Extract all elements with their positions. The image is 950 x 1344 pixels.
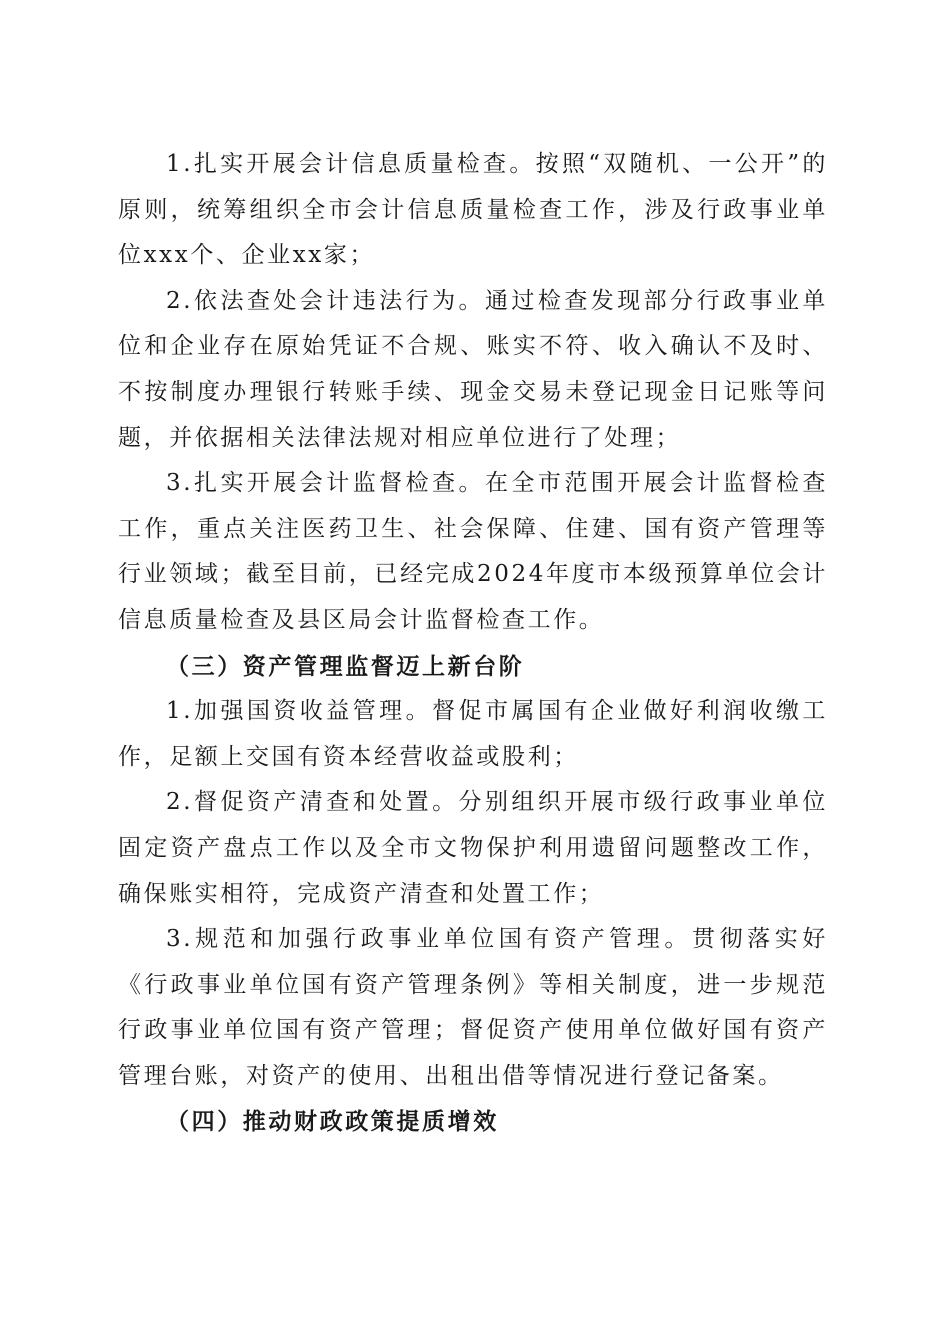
document-page [118,142,828,1145]
paragraph-accounting-supervision: 3.扎实开展会计监督检查。在全市范围开展会计监督检查工作，重点关注医药卫生、社会保障、住建、国有资产管理等行业领域；截至目前，已经完成2024年度市本级预算单位会计信息质量检查及县区局会计监督检查工作。 [118,470,828,633]
paragraph-accounting-violations: 2.依法查处会计违法行为。通过检查发现部分行政事业单位和企业存在原始凭证不合规、账实不符、收入确认不及时、不按制度办理银行转账手续、现金交易未登记现金日记账等问题，并依据相关法律法规对相应单位进行了处理； [118,287,828,451]
section-heading-fiscal-policy: （四）推动财政政策提质增效 [166,1108,499,1136]
paragraph-asset-inventory: 2.督促资产清查和处置。分别组织开展市级行政事业单位固定资产盘点工作以及全市文物保护利用遗留问题整改工作，确保账实相符，完成资产清查和处置工作； [118,789,828,907]
paragraph-accounting-info-check: 1.扎实开展会计信息质量检查。按照“双随机、一公开”的原则，统筹组织全市会计信息质量检查工作，涉及行政事业单位xxx个、企业xx家； [118,151,828,269]
paragraph-state-asset-regulation: 3.规范和加强行政事业单位国有资产管理。贯彻落实好《行政事业单位国有资产管理条例》等相关制度，进一步规范行政事业单位国有资产管理；督促资产使用单位做好国有资产管理台账，对资产的使用、出租出借等情况进行登记备案。 [118,926,828,1089]
paragraph-state-capital-income: 1.加强国资收益管理。督促市属国有企业做好利润收缴工作，足额上交国有资本经营收益或股利； [118,698,828,770]
section-heading-asset-management: （三）资产管理监督迈上新台阶 [166,652,525,680]
